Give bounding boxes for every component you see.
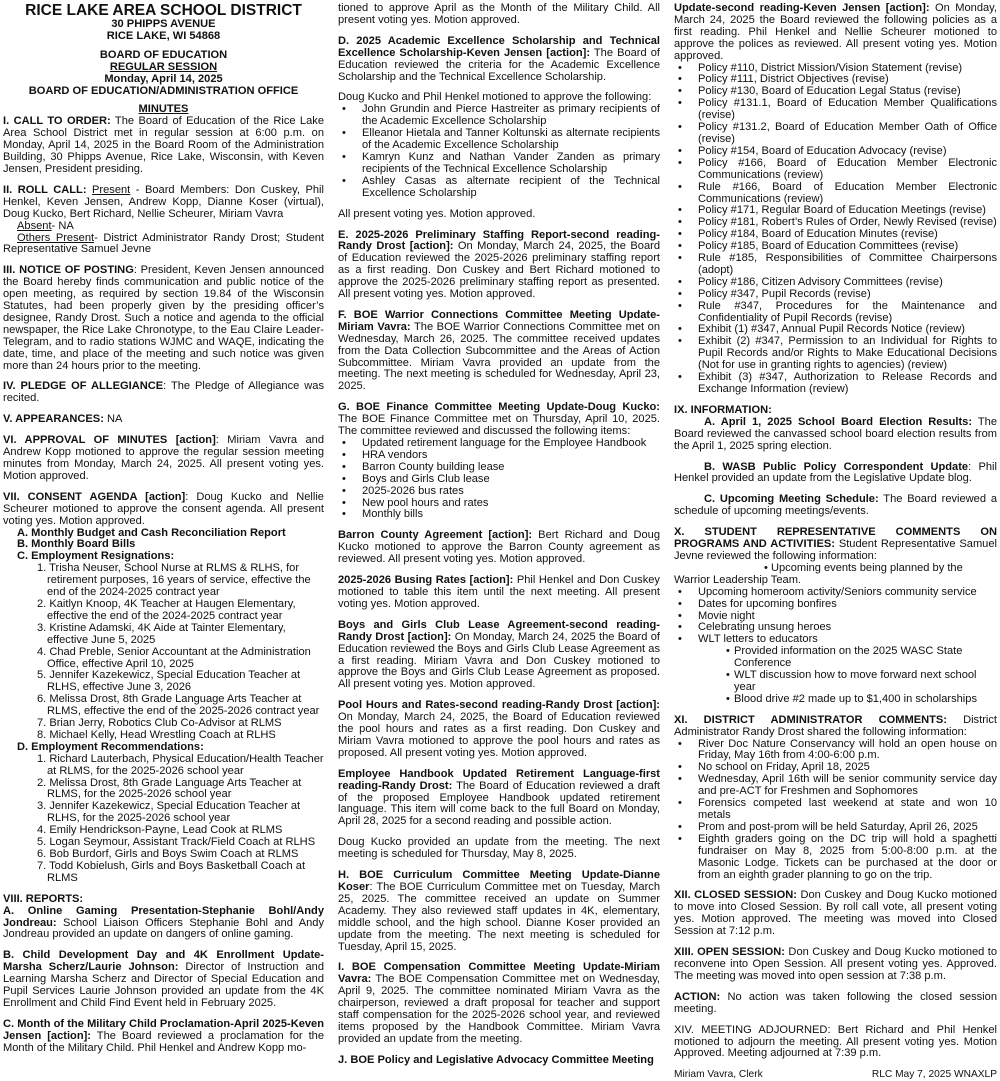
list-item: • Policy #131.2, Board of Education Member Oath of Office (revise) — [698, 122, 997, 146]
pool-heading: Pool Hours and Rates-second reading-Randy Drost [action]: — [338, 699, 660, 712]
student-text: Student Representative Samuel Jevne reviewed the following information: — [674, 538, 997, 562]
report-f-heading: F. BOE Warrior Connections Committee Meeting Update-Miriam Vavra: — [338, 308, 660, 333]
list-item: • Dates for upcoming bonfires — [698, 599, 997, 611]
report-i — [338, 962, 660, 1045]
list-item: 4. Emily Hendrickson-Payne, Lead Cook at RLMS — [37, 824, 283, 837]
report-j-heading: J. BOE Policy and Legislative Advocacy Committee Meeting — [338, 1053, 654, 1066]
list-item: 6. Melissa Drost, 8th Grade Language Arts Teacher at RLMS, effective the end of the 2025-2026 contract year — [37, 693, 320, 718]
list-item: • Policy #154, Board of Education Advocacy (revise) — [698, 146, 997, 158]
list-item: • Rule #166, Board of Education Member Electronic Communications (review) — [698, 182, 997, 206]
clerk-signature: Miriam Vavra, Clerk — [674, 1069, 763, 1081]
admin-heading: XI. DISTRICT ADMINISTRATOR COMMENTS: — [674, 713, 947, 726]
list-item: • Policy #171, Regular Board of Education Meetings (revise) — [698, 205, 997, 217]
list-item: 6. Bob Burdorf, Girls and Boys Swim Coach at RLMS — [37, 848, 299, 860]
barron-county — [338, 530, 660, 566]
report-c-heading: C. Month of the Military Child Proclamation-April 2025-Keven Jensen [action]: — [3, 1017, 324, 1042]
action-note — [674, 992, 997, 1016]
list-item: • Wednesday, April 16th will be senior community service day and pre-ACT for Freshmen and Sophomores — [698, 774, 997, 798]
address-line-1: 30 PHIPPS AVENUE — [111, 18, 216, 30]
list-item: • Policy #181, Robert’s Rules of Order, Newly Revised (revise) — [698, 217, 997, 229]
barron-text: Bert Richard and Doug Kucko motioned to approve the Barron County agreement as reviewed. All present voting yes. Motion approved. — [338, 529, 660, 566]
report-d-text: The Board of Education reviewed the criteria for the Academic Excellence Scholarship and the Technical Excellence Scholarship. — [338, 46, 660, 83]
report-j-heading-cont: Update-second reading-Keven Jensen [action]: — [674, 2, 930, 14]
handbook-text: The Board of Education reviewed a draft of the proposed Employee Handbook updated retirement language. This item will come back to the full Board on Monday, April 28, 2025 for a second reading and possible action. — [338, 779, 660, 828]
list-item: • River Doc Nature Conservancy will hold an open house on Friday, May 16th from 4:00-6:00 p.m. — [698, 739, 997, 763]
student-heading: X. STUDENT REPRESENTATIVE COMMENTS ON PROGRAMS AND ACTIVITIES: — [674, 526, 997, 551]
scholarship-list — [338, 104, 660, 199]
appearances — [3, 414, 324, 426]
pledge-text: : The Pledge of Allegiance was recited. — [3, 380, 324, 405]
list-item: • Movie night — [698, 611, 997, 623]
address-line-2: RICE LAKE, WI 54868 — [106, 29, 221, 42]
info-a-heading: A. April 1, 2025 School Board Election Results: — [704, 415, 973, 428]
open-session — [674, 947, 997, 983]
info-b — [674, 462, 997, 486]
approval-text: : Miriam Vavra and Andrew Kopp motioned to approve the regular session meeting minutes from Monday, March 24, 2025. All present voting yes. Motion approved. — [3, 434, 324, 482]
info-c-text: The Board reviewed a schedule of upcoming meetings/events. — [674, 493, 998, 518]
roll-call-heading: II. ROLL CALL: — [3, 183, 87, 196]
student-lead: • Upcoming events being planned by the Warrior Leadership Team. — [674, 561, 963, 586]
session-title: REGULAR SESSION — [109, 60, 218, 73]
list-item: 4. Chad Preble, Senior Accountant at the Administration Office, effective April 10, 2025 — [37, 645, 311, 670]
list-item: • Policy #131.1, Board of Education Member Qualifications (revise) — [698, 98, 997, 122]
report-a — [3, 906, 324, 942]
open-text: Don Cuskey and Doug Kucko motioned to reconvene into Open Session. All present voting yes. Approved. The meeting was moved into open session at 7:38 p.m. — [674, 946, 997, 982]
list-item: • Forensics competed last weekend at state and won 10 metals — [698, 798, 997, 822]
report-a-text: School Liaison Officers Stephanie Bohl and Andy Jondreau provided an update on dangers of online gaming. — [3, 916, 324, 941]
handbook-heading: Employee Handbook Updated Retirement Language-first reading-Randy Drost: — [338, 767, 660, 792]
finance-items-list — [338, 438, 660, 521]
info-b-text: : Phil Henkel provided an update from the Legislative Update blog. — [674, 460, 997, 485]
report-j-continued — [674, 3, 997, 63]
report-d-vote: All present voting yes. Motion approved. — [338, 207, 536, 220]
consent-heading: VII. CONSENT AGENDA [action] — [3, 490, 186, 503]
board-title: BOARD OF EDUCATION — [99, 48, 228, 61]
roll-absent-label: Absent — [17, 219, 52, 232]
list-item: 1. Trisha Neuser, School Nurse at RLMS & RLHS, for retirement purposes, 16 years of service, effective the end of the 2024-2025 contract year — [37, 562, 311, 599]
list-item: • Updated retirement language for the Employee Handbook — [362, 438, 660, 450]
roll-call — [3, 185, 324, 256]
info-a-text: The Board reviewed the canvassed school board election results from the April 1, 2025 spring election. — [674, 415, 997, 452]
info-a — [674, 417, 997, 453]
report-b-heading: B. Child Development Day and 4K Enrollment Update-Marsha Scherz/Laurie Johnson: — [3, 949, 324, 974]
list-item: • Exhibit (2) #347, Permission to an Individual for Rights to Pupil Records and/or Rights to Make Educational Decisions (Not for use in granting rights to agencies) (review) — [698, 336, 997, 372]
report-d — [338, 36, 660, 84]
list-item: • Exhibit (3) #347, Authorization to Release Records and Exchange Information (review) — [698, 372, 997, 396]
closed-text: Don Cuskey and Doug Kucko motioned to move into Closed Session. By roll call vote, all present voting yes. Motion approved. The meeting was moved into Closed Session at 7:12 p.m. — [674, 889, 997, 938]
administrator-comments — [674, 715, 997, 739]
publication-code: RLC May 7, 2025 WNAXLP — [871, 1069, 997, 1081]
consent-item-a: A. Monthly Budget and Cash Reconciliation Report — [17, 526, 286, 539]
student-list — [674, 587, 997, 647]
finance-update: Doug Kucko provided an update from the meeting. The next meeting is scheduled for Thursday, May 8, 2025. — [338, 836, 660, 861]
student-sub-list — [674, 646, 997, 706]
boys-girls-club — [338, 620, 660, 691]
info-c — [674, 494, 997, 518]
report-f — [338, 310, 660, 393]
list-item: • Rule #347, Procedures for the Maintenance and Confidentiality of Pupil Records (revise) — [698, 301, 997, 325]
admin-text: District Administrator Randy Drost shared the following information: — [674, 713, 997, 738]
list-item: • 2025-2026 bus rates — [362, 486, 660, 498]
consent-item-d: D. Employment Recommendations: — [17, 740, 204, 753]
list-item: • Policy #184, Board of Education Minutes (revise) — [698, 229, 997, 241]
appearances-heading: V. APPEARANCES: — [3, 413, 104, 426]
list-item: • Prom and post-prom will be held Saturday, April 26, 2025 — [698, 822, 997, 834]
student-comments — [674, 527, 997, 563]
action-heading: ACTION: — [674, 990, 721, 1003]
list-item: • No school on Friday, April 18, 2025 — [698, 762, 997, 774]
roll-present-label: Present — [92, 183, 131, 196]
list-item: 5. Logan Seymour, Assistant Track/Field Coach at RLHS — [37, 836, 316, 849]
report-i-heading: I. BOE Compensation Committee Meeting Update-Miriam Vavra: — [338, 961, 660, 986]
meeting-location: BOARD OF EDUCATION/ADMINISTRATION OFFICE — [28, 84, 299, 97]
busing-heading: 2025-2026 Busing Rates [action]: — [338, 574, 514, 587]
list-item: 8. Michael Kelly, Head Wrestling Coach at RLHS — [37, 728, 276, 741]
signature-line — [674, 1069, 997, 1081]
list-item: • Policy #185, Board of Education Committees (revise) — [698, 241, 997, 253]
info-c-heading: C. Upcoming Meeting Schedule: — [704, 493, 879, 506]
column-3 — [674, 2, 998, 1081]
list-item: • Monthly bills — [362, 509, 660, 521]
list-item: • Elleanor Hietala and Tanner Koltunski as alternate recipients of the Academic Excellence Scholarship — [362, 128, 660, 152]
list-item: • HRA vendors — [362, 450, 660, 462]
consent-item-c: C. Employment Resignations: — [17, 550, 175, 563]
report-e-heading: E. 2025-2026 Preliminary Staffing Report-second reading-Randy Drost [action]: — [338, 228, 660, 253]
busing-rates — [338, 575, 660, 611]
report-c — [3, 1019, 324, 1055]
list-item: • Policy #111, District Objectives (revise) — [698, 74, 997, 86]
policy-list — [674, 63, 997, 396]
action-text: No action was taken following the closed session meeting. — [674, 990, 997, 1015]
report-j-text: On Monday, March 24, 2025 the Board reviewed the following policies as a first reading. Phil Henkel and Nellie Scheurer motioned to approve the polices as reviewed. All present voting yes. Motion approved. — [674, 2, 997, 62]
approval-heading: VI. APPROVAL OF MINUTES [action] — [3, 434, 216, 447]
call-to-order-text: The Board of Education of the Rice Lake Area School District met in regular session at 6:00 p.m. on Monday, April 14, 2025 in the Board Room of the Administration Building, 30 Phipps Avenue, Rice Lake, Wisconsin, with Keven Jensen, President presiding. — [3, 115, 324, 175]
consent-text: : Doug Kucko and Nellie Scheurer motioned to approve the consent agenda. All present voting yes. Motion approved. — [3, 490, 324, 527]
minutes-title: MINUTES — [138, 103, 189, 116]
list-item: • Barron County building lease — [362, 462, 660, 474]
report-b — [3, 950, 324, 1010]
consent-item-b: B. Monthly Board Bills — [17, 538, 136, 551]
notice-text: : President, Keven Jensen announced the Board hereby finds communication and public notice of the open meeting, as required by section 19.84 of the Wisconsin Statutes, had been properly given by the presiding officer’s designee, Randy Drost. Such a notice and agenda to the official newspaper, the Rice Lake Chronotype, to the Eau Claire Leader-Telegram, and to radio stations WJMC and WAQE, indicating the date, time, and place of the meeting and such notice was given more than 24 hours prior to the meeting. — [3, 264, 324, 372]
list-item: • Rule #185, Responsibilities of Committee Chairpersons (adopt) — [698, 253, 997, 277]
appearances-text: NA — [103, 413, 123, 426]
list-item: • Boys and Girls Club lease — [362, 474, 660, 486]
list-item: 3. Jennifer Kazekewicz, Special Education Teacher at RLHS, for the 2025-2026 school year — [37, 800, 301, 825]
list-item: 2. Kaitlyn Knoop, 4K Teacher at Haugen Elementary, effective the end of the 2024-2025 contract year — [37, 597, 296, 622]
list-item: • Upcoming homeroom activity/Seniors community service — [698, 587, 997, 599]
list-item: • Policy #347, Pupil Records (revise) — [698, 289, 997, 301]
barron-heading: Barron County Agreement [action]: — [338, 529, 533, 542]
consent-agenda — [3, 492, 324, 528]
list-item: • New pool hours and rates — [362, 498, 660, 510]
column-2 — [338, 2, 660, 1066]
roll-absent-text: - NA — [51, 219, 74, 232]
report-i-text: The BOE Compensation Committee met on Wednesday, April 9, 2025. The committee nominated Miriam Vavra as the chairperson, reviewed a draft proposal for teacher and support staff compensation for the 2025-2026 school year, and reviewed items proposed by the Handbook Committee. Miriam Vavra provided an update from the meeting. — [338, 973, 660, 1045]
closed-session — [674, 890, 997, 938]
closed-heading: XII. CLOSED SESSION: — [674, 889, 797, 902]
report-d-heading: D. 2025 Academic Excellence Scholarship and Technical Excellence Scholarship-Keven Jensen [action]: — [338, 34, 660, 59]
meeting-date: Monday, April 14, 2025 — [104, 72, 223, 85]
district-name: RICE LAKE AREA SCHOOL DISTRICT — [25, 2, 302, 19]
list-item: • Exhibit (1) #347, Annual Pupil Records Notice (review) — [698, 324, 997, 336]
report-c-continued: tioned to approve April as the Month of the Military Child. All present voting yes. Motion approved. — [338, 2, 660, 26]
approval-of-minutes — [3, 435, 324, 483]
pledge — [3, 381, 324, 405]
report-e-text: On Monday, March 24, 2025, the Board of Education reviewed the 2025-2026 preliminary staffing report as a first reading. Don Cuskey and Bert Richard motioned to approve the 2025-2026 preliminary staffing report as presented. All present voting yes. Motion approved. — [338, 240, 660, 301]
list-item: • Ashley Casas as alternate recipient of the Technical Excellence Scholarship — [362, 176, 660, 200]
list-item: • Policy #110, District Mission/Vision Statement (revise) — [698, 63, 997, 75]
report-b-text: Director of Instruction and Learning Marsha Scherz and Director of Special Education and Pupil Services Laurie Johnson provided an update from the 4K Enrollment and Child Find Event held in February 2025. — [3, 961, 324, 1009]
roll-others-text: - District Administrator Randy Drost; Student Representative Samuel Jevne — [3, 231, 325, 256]
list-item: 3. Kristine Adamski, 4K Aide at Tainter Elementary, effective June 5, 2025 — [37, 621, 286, 646]
report-g-heading: G. BOE Finance Committee Meeting Update-Doug Kucko: — [338, 401, 660, 414]
report-h-heading: H. BOE Curriculum Committee Meeting Update-Dianne Koser — [338, 869, 660, 893]
roll-others-label: Others Present — [17, 231, 95, 244]
information-heading: IX. INFORMATION: — [674, 403, 772, 416]
info-b-heading: B. WASB Public Policy Correspondent Update — [704, 460, 969, 473]
employee-handbook — [338, 769, 660, 829]
call-to-order-heading: I. CALL TO ORDER: — [3, 115, 111, 128]
column-1 — [3, 2, 325, 1054]
report-d-intro: Doug Kucko and Phil Henkel motioned to approve the following: — [338, 91, 652, 104]
list-item: • Kamryn Kunz and Nathan Vander Zanden as primary recipients of the Technical Excellence Scholarship — [362, 152, 660, 176]
pledge-heading: IV. PLEDGE OF ALLEGIANCE — [3, 380, 164, 393]
report-g — [338, 402, 660, 438]
list-item: 5. Jennifer Kazekewicz, Special Education Teacher at RLHS, effective June 3, 2026 — [37, 669, 301, 694]
list-item: • Policy #130, Board of Education Legal Status (revise) — [698, 86, 997, 98]
resignations-list — [3, 563, 324, 742]
bgc-heading: Boys and Girls Club Lease Agreement-second reading-Randy Drost [action]: — [338, 618, 660, 643]
meeting-adjourned: XIV. MEETING ADJOURNED: Bert Richard and Phil Henkel motioned to adjourn the meeting. All present voting yes. Motion Approved. Meeting adjourned at 7:39 p.m. — [674, 1023, 997, 1060]
report-j — [338, 1055, 660, 1067]
list-item: • Eighth graders going on the DC trip will hold a spaghetti fundraiser on May 8, 2025 from 5:00-8:00 p.m. at the Masonic Lodge. Tickets can be purchased at the door or from an eighth grader planning to go on the trip. — [698, 834, 997, 882]
report-a-heading: A. Online Gaming Presentation-Stephanie Bohl/Andy Jondreau: — [3, 904, 324, 929]
list-item: • WLT letters to educators — [698, 634, 997, 646]
report-g-text: The BOE Finance Committee met on Thursday, April 10, 2025. The committee reviewed and discussed the following items: — [338, 413, 660, 438]
list-item: • John Grundin and Pierce Hastreiter as primary recipients of the Academic Excellence Scholarship — [362, 104, 660, 128]
list-item: • WLT discussion how to move forward next school year — [734, 670, 997, 694]
pool-text: On Monday, March 24, 2025, the Board of Education reviewed the pool hours and rates as a first reading. Don Cuskey and Miriam Vavra motioned to approve the pool hours and rates as proposed. All present voting yes. Motion approved. — [338, 711, 660, 759]
report-f-text: The BOE Warrior Connections Committee met on Wednesday, March 26, 2025. The committee received updates from the Data Collection Subcommittee and the Areas of Action Subcommittee. Miriam Vavra provided an update from the meeting. The next meeting is scheduled for Wednesday, April 23, 2025. — [338, 320, 660, 393]
notice-heading: III. NOTICE OF POSTING — [3, 264, 134, 277]
pool-hours — [338, 700, 660, 760]
report-e — [338, 230, 660, 301]
list-item: 7. Todd Kobielush, Girls and Boys Basketball Coach at RLMS — [37, 859, 306, 884]
roll-present-text: - Board Members: Don Cuskey, Phil Henkel, Keven Jensen, Andrew Kopp, Dianne Koser (virtual), Doug Kucko, Bert Richard, Nellie Scheurer, Miriam Vavra — [3, 183, 324, 220]
report-h — [338, 870, 660, 953]
list-item: 7. Brian Jerry, Robotics Club Co-Advisor at RLMS — [37, 717, 282, 730]
list-item: • Policy #166, Board of Education Member Electronic Communications (review) — [698, 158, 997, 182]
busing-text: Phil Henkel and Don Cuskey motioned to table this item until the next meeting. All present voting yes. Motion approved. — [338, 574, 660, 610]
reports-heading: VIII. REPORTS: — [3, 892, 84, 905]
list-item: 2. Melissa Drost, 8th Grade Language Arts Teacher at RLMS, for the 2025-2026 school year — [37, 776, 302, 801]
list-item: • Blood drive #2 made up to $1,400 in scholarships — [734, 694, 997, 706]
bgc-text: On Monday, March 24, 2025 the Board of Education reviewed the Boys and Girls Club Lease Agreement as a first reading. Miriam Vavra and Don Cuskey motioned to approve the Boys and Girls Club Lease Agreement as proposed. All present voting yes. Motion approved. — [338, 630, 660, 691]
call-to-order — [3, 116, 324, 176]
recommendations-list — [3, 754, 324, 885]
list-item: 1. Richard Lauterbach, Physical Education/Health Teacher at RLMS, for the 2025-2026 school year — [37, 752, 324, 777]
masthead — [3, 3, 324, 116]
admin-list — [674, 739, 997, 882]
open-heading: XIII. OPEN SESSION: — [674, 946, 786, 959]
report-c-text: The Board reviewed a proclamation for the Month of the Military Child. Phil Henkel and Andrew Kopp mo- — [3, 1029, 324, 1054]
list-item: • Provided information on the 2025 WASC State Conference — [734, 646, 997, 670]
notice-of-posting — [3, 265, 324, 372]
list-item: • Policy #186, Citizen Advisory Committees (revise) — [698, 277, 997, 289]
report-h-text: : The BOE Curriculum Committee met on Tuesday, March 25, 2025. The committee received an update on Summer Academy. They also reviewed staff updates in 4K, elementary, middle school, and the high school. Dianne Koser provided an update from the meeting. The next meeting is scheduled for Tuesday, April 15, 2025. — [338, 881, 660, 953]
list-item: • Celebrating unsung heroes — [698, 622, 997, 634]
